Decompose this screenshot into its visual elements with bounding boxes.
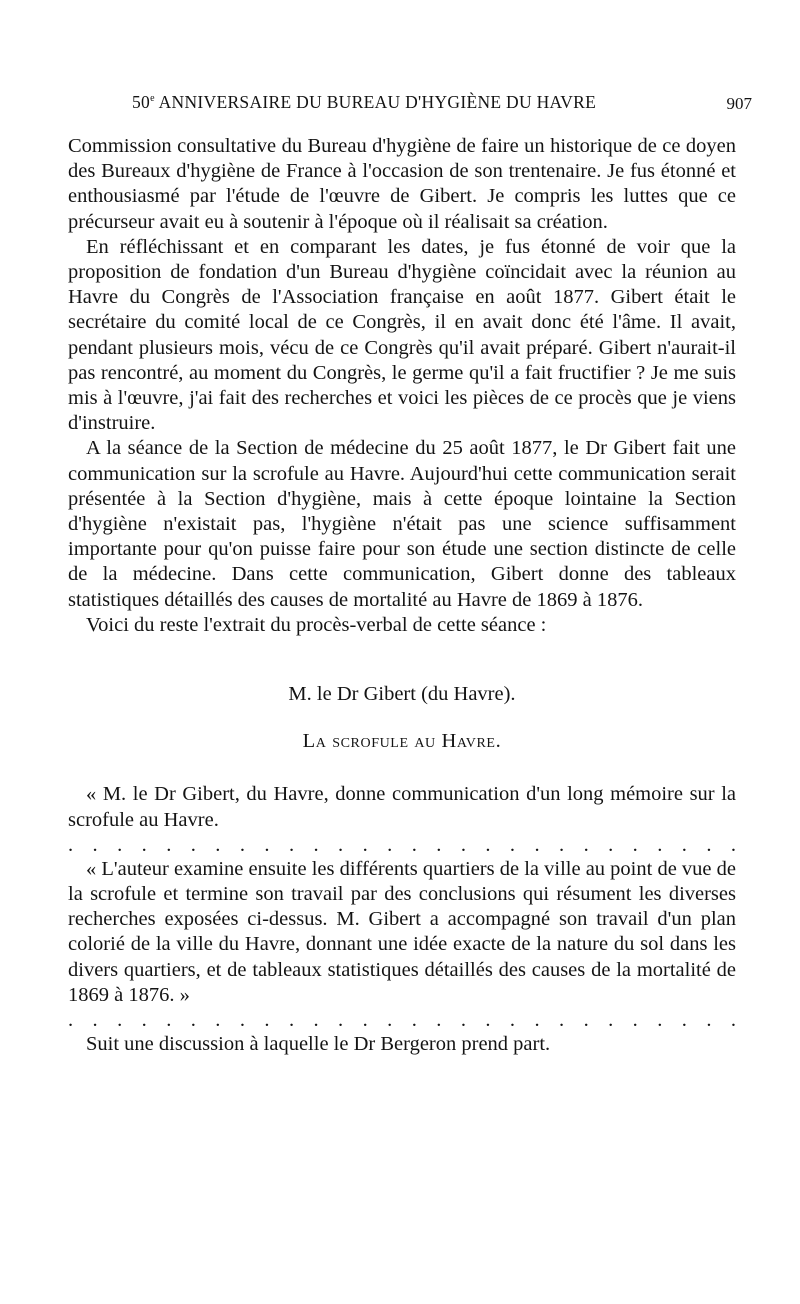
page-header <box>60 86 760 126</box>
section-title: La scrofule au Havre. <box>302 730 502 753</box>
ellipsis-line-1: . . . . . . . . . . . . . . . . . . . . . . . . . . . . <box>68 833 736 856</box>
closing-paragraph: Suit une discussion à laquelle le Dr Bergeron prend part. <box>86 1033 551 1056</box>
paragraph-3: A la séance de la Section de médecine du 25 août 1877, le Dr Gibert fait une communication sur la scrofule au Havre. Aujourd'hui cette communication serait présentée à la Section d'hygiène, mais à cette époque lointaine la Section d'hygiène n'existait pas, l'hygiène n'était pas une science suffisamment importante pour qu'on puisse faire pour son étude une section distincte de celle de la médecine. Dans cette communication, Gibert donne des tableaux statistiques détaillés des causes de mortalité au Havre de 1869 à 1876. <box>68 437 736 611</box>
paragraph-2: En réfléchissant et en comparant les dates, je fus étonné de voir que la proposition de fondation d'un Bureau d'hygiène coïncidait avec la réunion au Havre du Congrès de l'Association française en août 1877. Gibert était le secrétaire du comité local de ce Congrès, il en avait donc été l'âme. Il avait, pendant plusieurs mois, vécu de ce Congrès qu'il avait préparé. Gibert n'aurait-il pas rencontré, au moment du Congrès, le germe qu'il a fait fructifier ? Je me suis mis à l'œuvre, j'ai fait des recherches et voici les pièces de ce procès que je viens d'instruire. <box>68 235 736 435</box>
running-title-text: ANNIVERSAIRE DU BUREAU D'HYGIÈNE DU HAVRE <box>154 92 597 112</box>
quote-paragraph-1: « M. le Dr Gibert, du Havre, donne communication d'un long mémoire sur la scrofule au Havre. <box>68 783 736 831</box>
speaker-line: M. le Dr Gibert (du Havre). <box>288 683 516 706</box>
running-title-ordinal: e <box>150 93 155 105</box>
body-text <box>68 134 736 1057</box>
paragraph-4: Voici du reste l'extrait du procès-verbal de cette séance : <box>86 613 547 636</box>
page-number: 907 <box>726 94 752 113</box>
paragraph-1: Commission consultative du Bureau d'hygiène de faire un historique de ce doyen des Bureaux d'hygiène de France à l'occasion de son trentenaire. Je fus étonné et enthousiasmé par l'étude de l'œuvre de Gibert. Je compris les luttes que ce précurseur avait eu à soutenir à l'époque où il réalisait sa création. <box>68 135 736 233</box>
quote-paragraph-2: « L'auteur examine ensuite les différents quartiers de la ville au point de vue de la scrofule et termine son travail par des conclusions qui résument les diverses recherches exposées ci-dessus. M. Gibert a accompagné son travail d'un plan colorié de la ville du Havre, donnant une idée exacte de la nature du sol dans les divers quartiers, et de tableaux statistiques détaillés des causes de la mortalité de 1869 à 1876. » <box>68 857 736 1006</box>
running-title-number: 50 <box>132 92 151 112</box>
running-title <box>132 92 596 113</box>
ellipsis-line-2: . . . . . . . . . . . . . . . . . . . . . . . . . . . . <box>68 1009 736 1032</box>
